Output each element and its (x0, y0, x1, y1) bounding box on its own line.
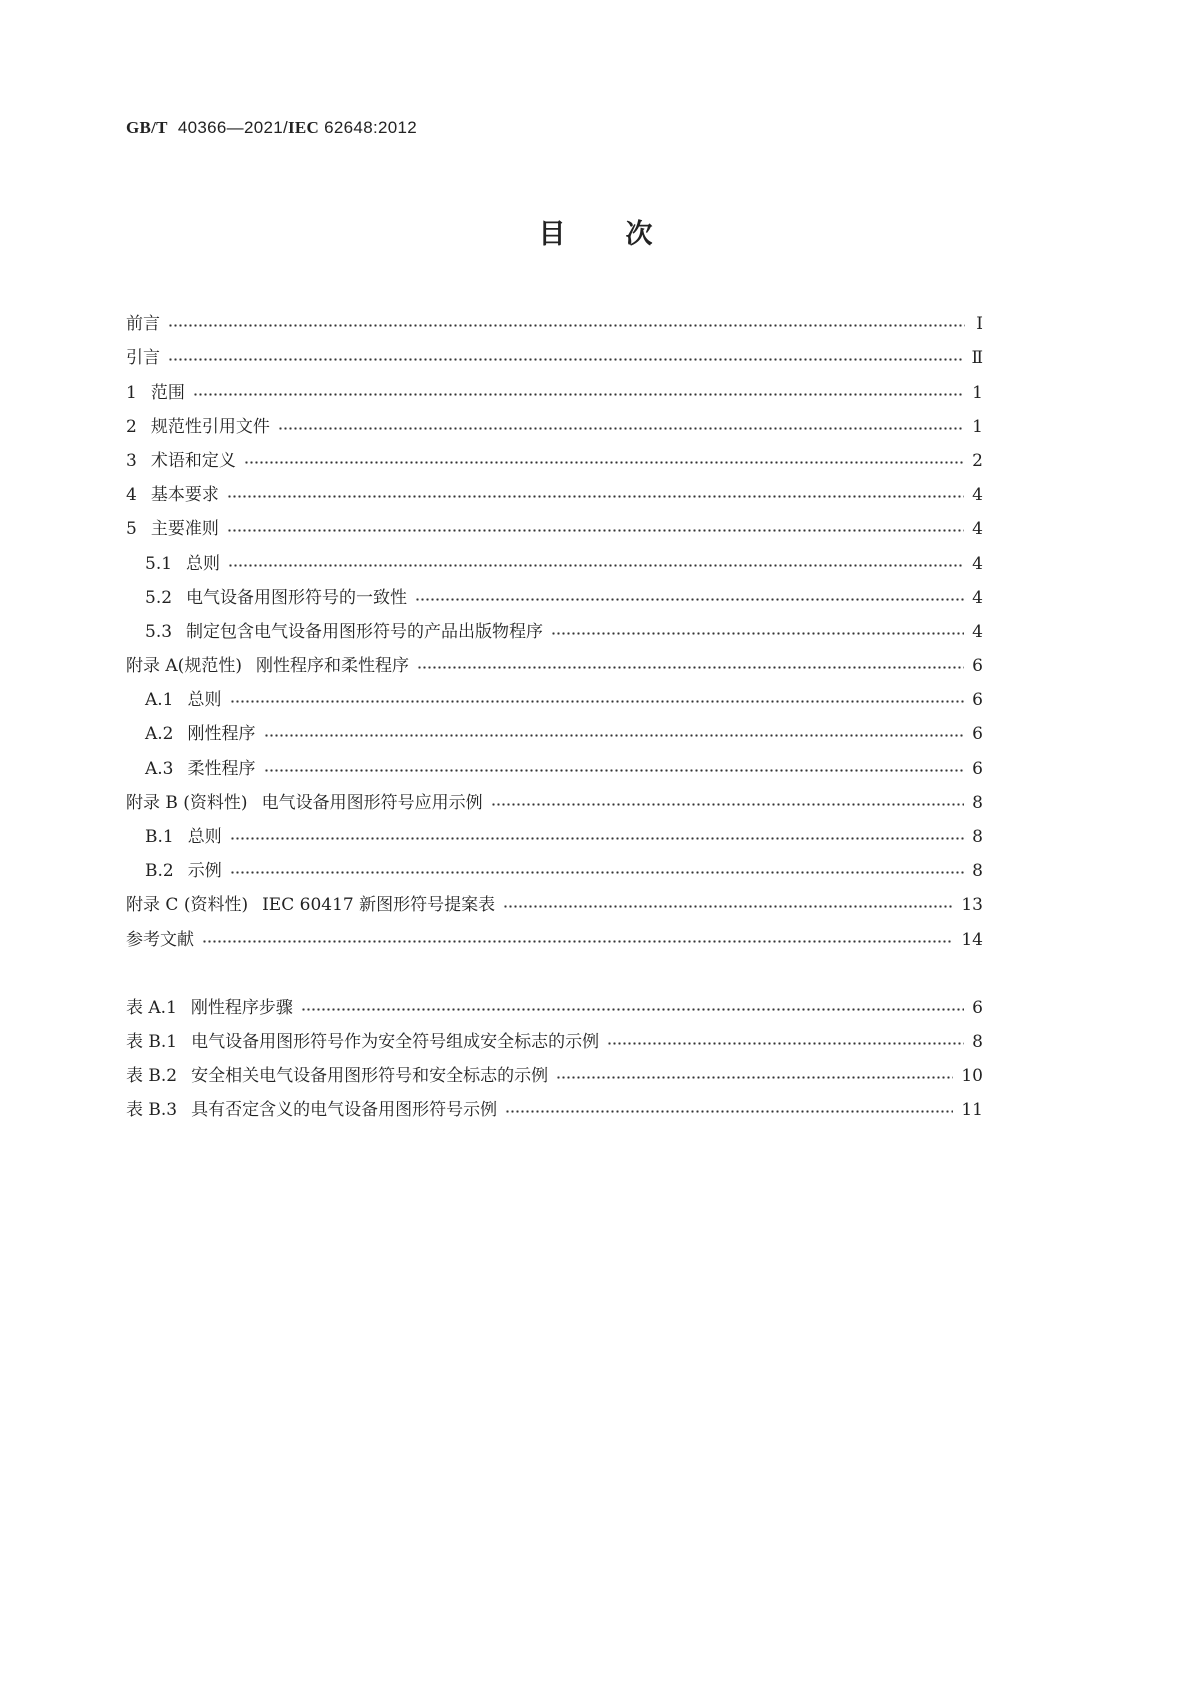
toc-entry-title: 引言 (126, 348, 160, 369)
std-iec: IEC (288, 118, 320, 137)
toc-entry-page: Ⅱ (971, 348, 983, 369)
page-title: 目次 (538, 219, 713, 250)
toc-entry[interactable] (126, 406, 983, 440)
toc-entry-number: A.1 (145, 690, 174, 711)
dot-leader (264, 733, 965, 739)
dot-leader (230, 870, 964, 876)
toc-entry-page: 13 (961, 895, 983, 916)
toc-entry-number: 表 A.1 (126, 997, 177, 1018)
toc-entry-number: 附录 C (资料性) (126, 895, 249, 916)
toc-entry-page: 4 (972, 621, 983, 642)
toc-entry-number: 4 (126, 485, 137, 506)
toc-entry-page: 1 (972, 382, 983, 403)
toc-entry-number: 表 B.1 (126, 1031, 178, 1052)
toc-entry-title: 参考文献 (126, 929, 194, 950)
toc-entry-page: 8 (972, 861, 983, 882)
dot-leader (417, 665, 964, 671)
toc-entry[interactable] (126, 1055, 983, 1089)
toc-entry-number: 5.3 (145, 621, 173, 642)
toc-entry[interactable] (126, 747, 983, 781)
toc-entry-page: 6 (972, 690, 983, 711)
toc-entry-title: 柔性程序 (187, 758, 256, 779)
dot-leader (227, 494, 964, 500)
toc-entry-title: 制定包含电气设备用图形符号的产品出版物程序 (186, 621, 544, 642)
toc-entry-title: 具有否定含义的电气设备用图形符号示例 (191, 1100, 498, 1121)
toc-entry[interactable] (126, 440, 983, 474)
spacer (126, 953, 983, 987)
toc-entry-number: 表 B.3 (126, 1100, 178, 1121)
dot-leader (230, 836, 964, 842)
toc-entry-page: 14 (961, 929, 983, 950)
toc-entry-title: 总则 (187, 690, 222, 711)
dot-leader (227, 528, 964, 534)
standard-number (126, 118, 417, 138)
toc-entry-title: 电气设备用图形符号作为安全符号组成安全标志的示例 (191, 1031, 600, 1052)
toc-entry-number: 附录 A(规范性) (126, 656, 242, 677)
toc-entry[interactable] (126, 713, 983, 747)
toc-entry[interactable] (126, 884, 983, 918)
toc-entry[interactable] (126, 337, 983, 371)
dot-leader (278, 426, 964, 432)
toc-entry-page: 10 (961, 1066, 983, 1087)
toc-entry-title: 范围 (150, 382, 185, 403)
toc-entry[interactable] (126, 782, 983, 816)
toc-entry[interactable] (126, 645, 983, 679)
dot-leader (503, 904, 953, 910)
toc-entry-title: 示例 (187, 861, 222, 882)
dot-leader (230, 699, 965, 705)
dot-leader (607, 1041, 964, 1047)
toc-entry-title: IEC 60417 新图形符号提案表 (262, 895, 496, 916)
toc-entry-number: B.2 (145, 861, 174, 882)
toc-entry-page: 8 (972, 1031, 983, 1052)
toc-entry-title: 电气设备用图形符号的一致性 (186, 587, 408, 608)
toc-entry-number: 附录 B (资料性) (126, 792, 248, 813)
toc-entry-number: 5.2 (145, 587, 173, 608)
toc-entry-title: 刚性程序步骤 (190, 997, 293, 1018)
toc-entry-page: 6 (972, 997, 983, 1018)
toc-entry-title: 术语和定义 (150, 450, 236, 471)
toc-entry[interactable] (126, 577, 983, 611)
dot-leader (556, 1075, 953, 1081)
std-prefix: GB/T (126, 118, 168, 137)
toc-entry[interactable] (126, 371, 983, 405)
dot-leader (415, 597, 964, 603)
toc-entry-page: 6 (972, 724, 983, 745)
dot-leader (264, 768, 965, 774)
toc-entry-number: 3 (126, 450, 137, 471)
toc-entry-title: 电气设备用图形符号应用示例 (261, 792, 483, 813)
toc-entry-page: 6 (972, 758, 983, 779)
toc-entry[interactable] (126, 918, 983, 952)
toc-entry-number: 表 B.2 (126, 1066, 178, 1087)
dot-leader (193, 392, 964, 398)
toc-entry-page: 2 (972, 450, 983, 471)
toc-entry-title: 安全相关电气设备用图形符号和安全标志的示例 (191, 1066, 549, 1087)
toc-entry[interactable] (126, 987, 983, 1021)
toc-entry[interactable] (126, 474, 983, 508)
toc-entry-title: 基本要求 (150, 485, 219, 506)
toc-entry-page: Ⅰ (976, 314, 983, 335)
toc-entry-number: 1 (126, 382, 137, 403)
toc-entry-page: 6 (972, 656, 983, 677)
dot-leader (551, 631, 964, 637)
toc-entry-number: 2 (126, 416, 137, 437)
dot-leader (301, 1007, 964, 1013)
dot-leader (202, 939, 953, 945)
table-of-contents (126, 303, 983, 1123)
toc-entry-page: 4 (972, 485, 983, 506)
dot-leader (168, 357, 963, 363)
toc-entry-page: 11 (961, 1100, 983, 1121)
toc-entry-page: 4 (972, 553, 983, 574)
toc-entry-title: 刚性程序 (187, 724, 256, 745)
dot-leader (505, 1109, 953, 1115)
toc-entry-title: 刚性程序和柔性程序 (255, 656, 409, 677)
toc-entry-number: 5 (126, 519, 137, 540)
toc-entry-page: 4 (972, 519, 983, 540)
toc-entry[interactable] (126, 1089, 983, 1123)
toc-entry-page: 8 (972, 827, 983, 847)
toc-entry[interactable] (126, 542, 983, 576)
toc-entry-title: 总则 (186, 553, 221, 574)
toc-entry-page: 1 (972, 416, 983, 437)
toc-entry[interactable] (126, 611, 983, 645)
toc-entry-number: 5.1 (145, 553, 173, 574)
dot-leader (491, 802, 965, 808)
toc-entry-number: A.2 (145, 724, 174, 745)
dot-leader (244, 460, 964, 466)
toc-entry[interactable] (126, 679, 983, 713)
dot-leader (168, 323, 965, 329)
toc-entry-page: 4 (972, 587, 983, 608)
dot-leader (228, 563, 964, 569)
toc-entry[interactable] (126, 816, 983, 850)
toc-entry[interactable] (126, 303, 983, 337)
toc-entry[interactable] (126, 508, 983, 542)
toc-entry-title: 总则 (187, 827, 222, 847)
toc-entry-title: 主要准则 (150, 519, 219, 540)
toc-entry-page: 8 (972, 792, 983, 813)
std-iec-number: 62648:2012 (324, 118, 417, 137)
toc-entry-title: 规范性引用文件 (150, 416, 270, 437)
toc-entry-number: B.1 (145, 827, 174, 847)
toc-entry-number: A.3 (145, 758, 174, 779)
toc-entry[interactable] (126, 1021, 983, 1055)
toc-entry-title: 前言 (126, 314, 160, 335)
toc-entry[interactable] (126, 850, 983, 884)
std-number: 40366—2021/ (177, 118, 288, 137)
